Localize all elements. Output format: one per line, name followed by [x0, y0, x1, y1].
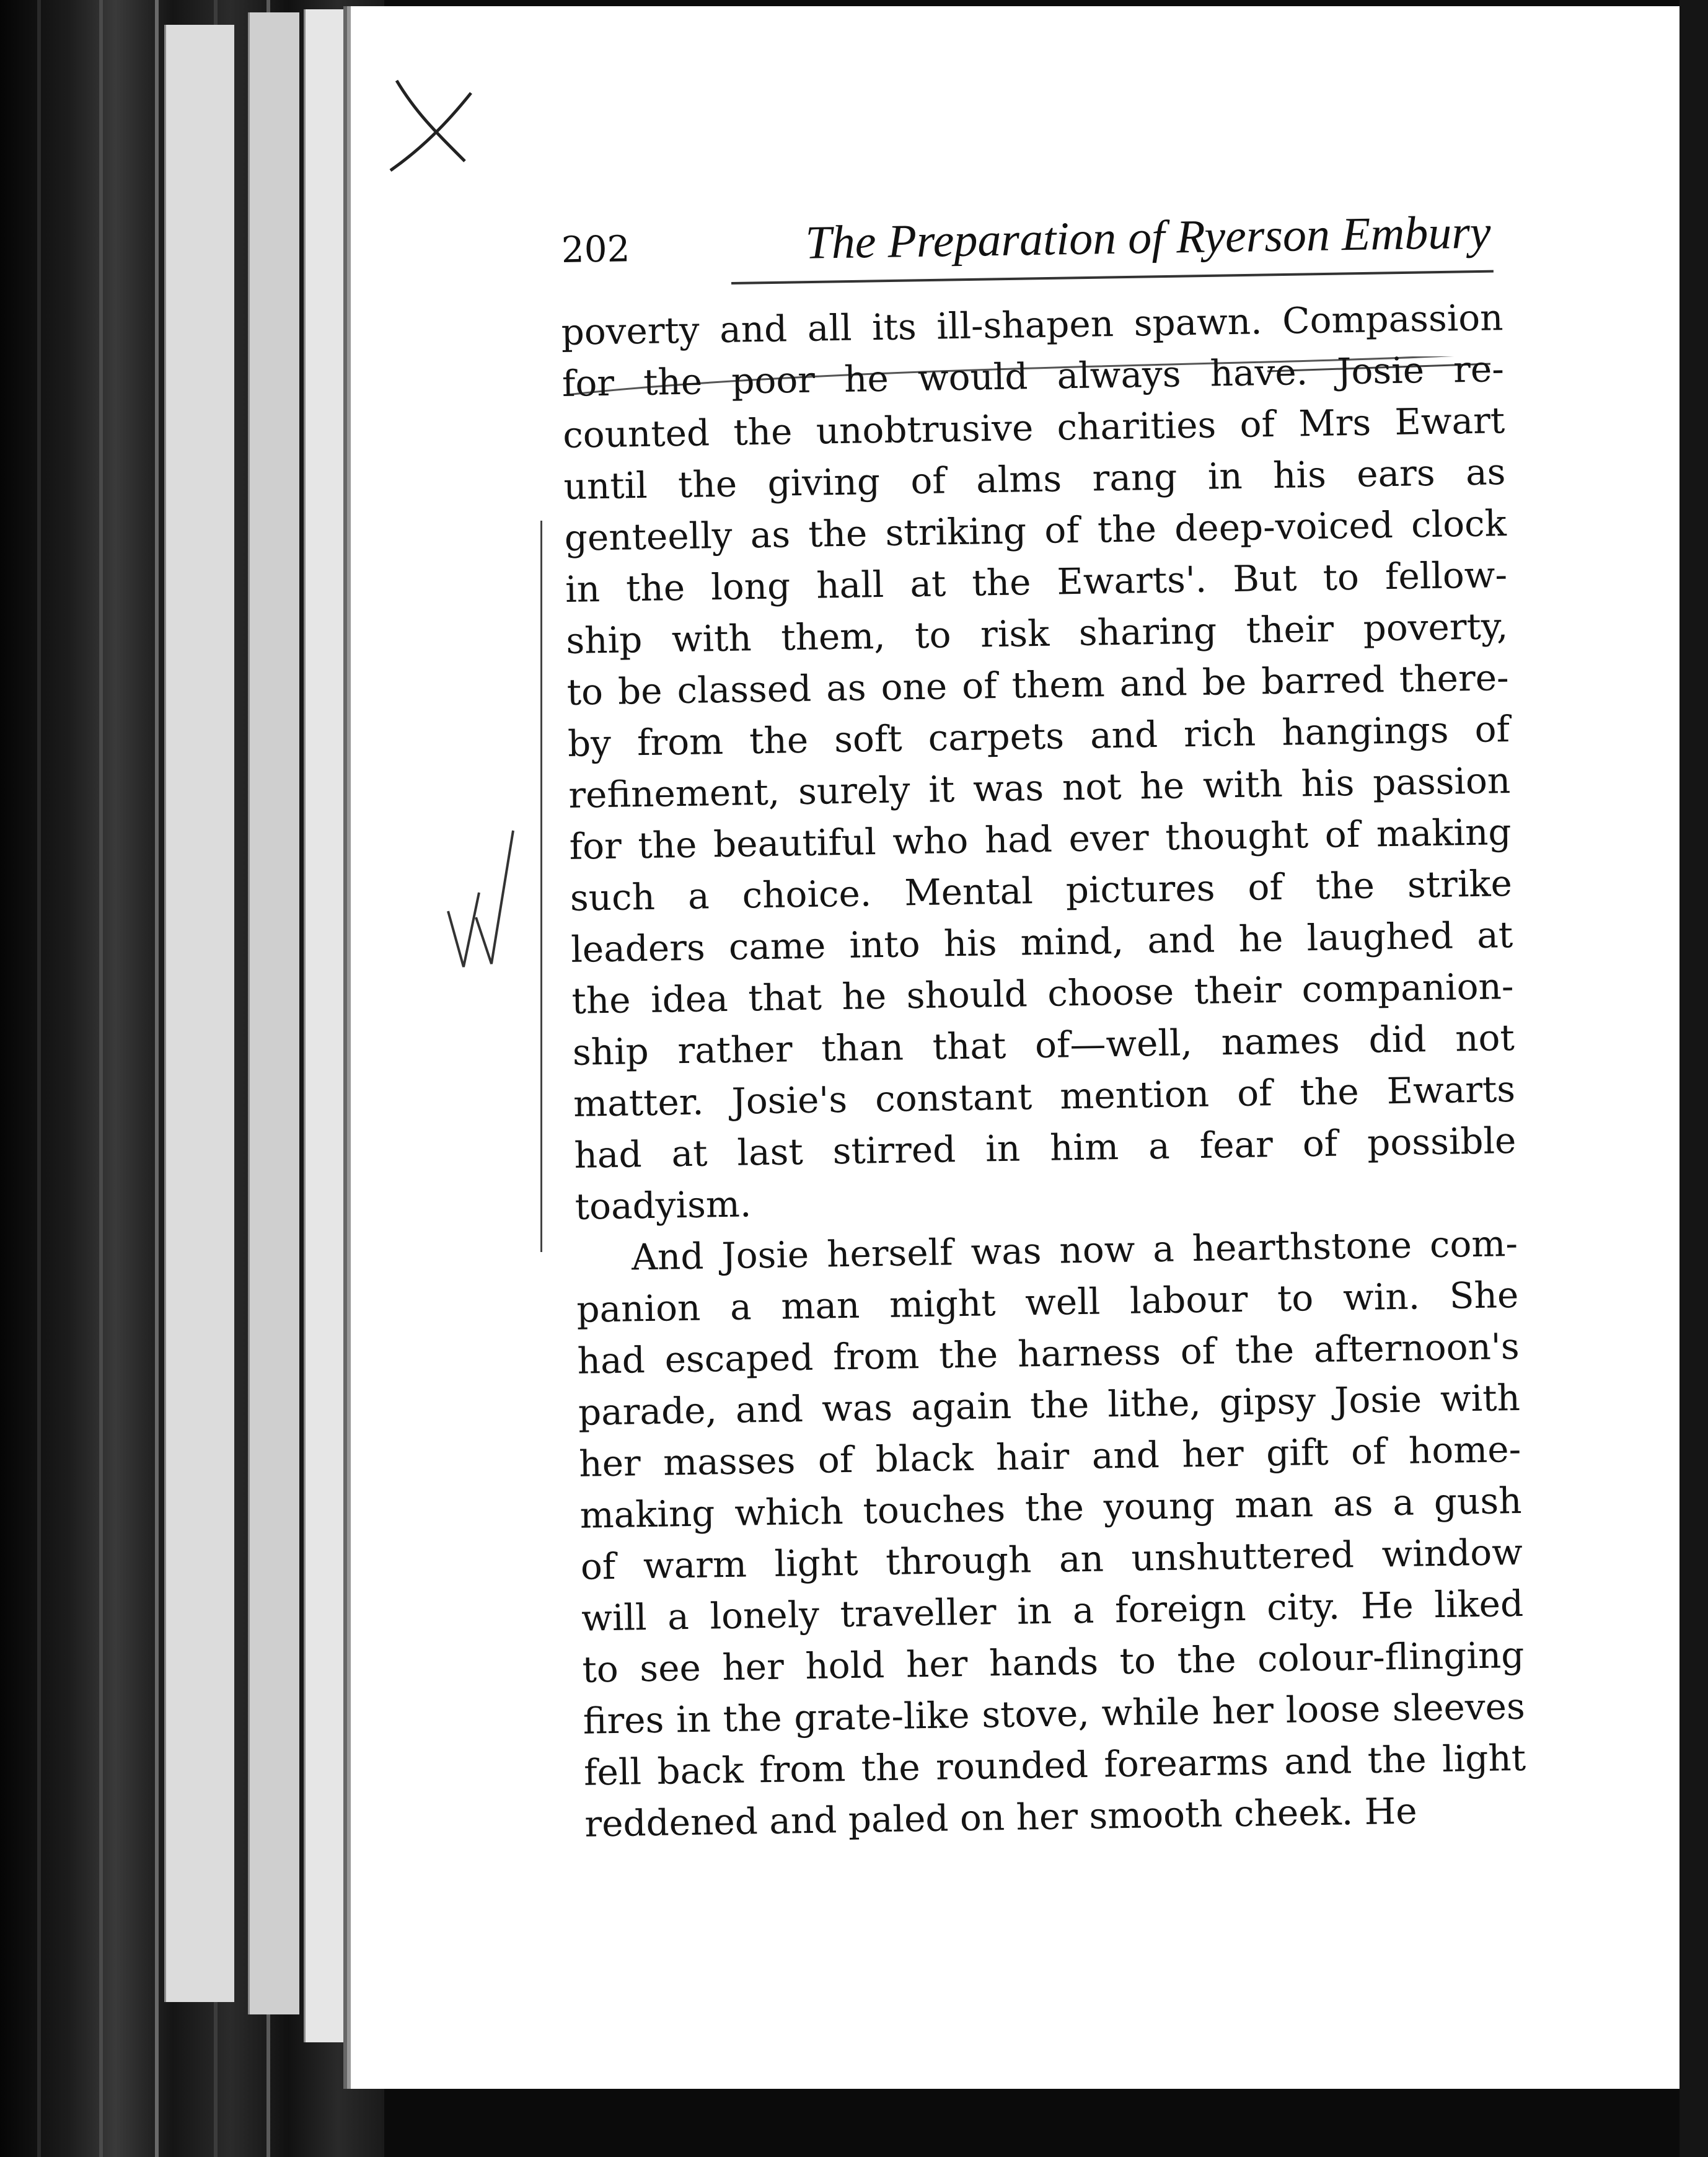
text-line: for the poor he would always have. Josie re- — [561, 348, 1505, 405]
text-line: to see her hold her hands to the colour-flinging — [582, 1633, 1525, 1691]
text-line: making which touches the young man as a gush — [579, 1479, 1522, 1537]
text-line: reddened and paled on her smooth cheek. He — [584, 1789, 1418, 1845]
handwritten-check-marks — [445, 818, 519, 979]
text-line: toadyism. — [574, 1183, 752, 1228]
text-line: will a lonely traveller in a foreign city. He liked — [581, 1582, 1524, 1639]
text-line: had escaped from the harness of the afternoon's — [577, 1325, 1520, 1382]
text-line: leaders came into his mind, and he laughed at — [570, 914, 1513, 971]
page-sliver — [248, 12, 299, 2014]
text-line: parade, and was again the lithe, gipsy Josie with — [578, 1376, 1521, 1434]
text-line: poverty and all its ill-shapen spawn. Compassion — [561, 296, 1503, 353]
margin-vertical-line — [540, 521, 547, 1252]
text-line: for the beautiful who had ever thought of making — [569, 811, 1512, 868]
text-line: such a choice. Mental pictures of the strike — [570, 862, 1513, 919]
text-line: refinement, surely it was not he with his passion — [568, 759, 1511, 816]
text-line: by from the soft carpets and rich hangings of — [567, 708, 1510, 765]
text-line: matter. Josie's constant mention of the Ewarts — [573, 1067, 1516, 1125]
text-line: counted the unobtrusive charities of Mrs Ewart — [562, 399, 1505, 456]
text-line: ship with them, to risk sharing their poverty, — [565, 605, 1508, 662]
text-line: her masses of black hair and her gift of home- — [578, 1427, 1521, 1485]
text-line: the idea that he should choose their companion- — [571, 964, 1514, 1022]
handwritten-x-mark — [378, 68, 483, 174]
text-line: fell back from the rounded forearms and the light — [583, 1736, 1526, 1794]
text-line: genteelly as the striking of the deep-voiced clock — [564, 502, 1507, 559]
text-line: in the long hall at the Ewarts'. But to fellow- — [565, 554, 1508, 611]
scan-right-edge — [1679, 0, 1708, 2157]
text-line: fires in the grate-like stove, while her loose sleeves — [583, 1685, 1526, 1742]
text-line: had at last stirred in him a fear of possible — [573, 1119, 1517, 1176]
page-sliver — [304, 9, 349, 2042]
text-line: until the giving of alms rang in his ears as — [563, 451, 1506, 508]
edge-line — [99, 0, 103, 2157]
text-line: panion a man might well labour to win. She — [576, 1273, 1519, 1331]
page-number: 202 — [561, 227, 630, 271]
text-line: of warm light through an unshuttered window — [580, 1530, 1523, 1588]
running-title: The Preparation of Ryerson Embury — [804, 206, 1492, 269]
running-header — [561, 205, 1492, 288]
edge-line — [37, 0, 41, 2157]
page-sliver — [164, 25, 234, 2002]
text-line: to be classed as one of them and be barred there- — [566, 656, 1510, 713]
text-line: And Josie herself was now a hearthstone com- — [631, 1222, 1518, 1279]
edge-line — [155, 0, 159, 2157]
body-text — [561, 292, 1527, 1850]
text-line: ship rather than that of—well, names did not — [572, 1016, 1515, 1074]
